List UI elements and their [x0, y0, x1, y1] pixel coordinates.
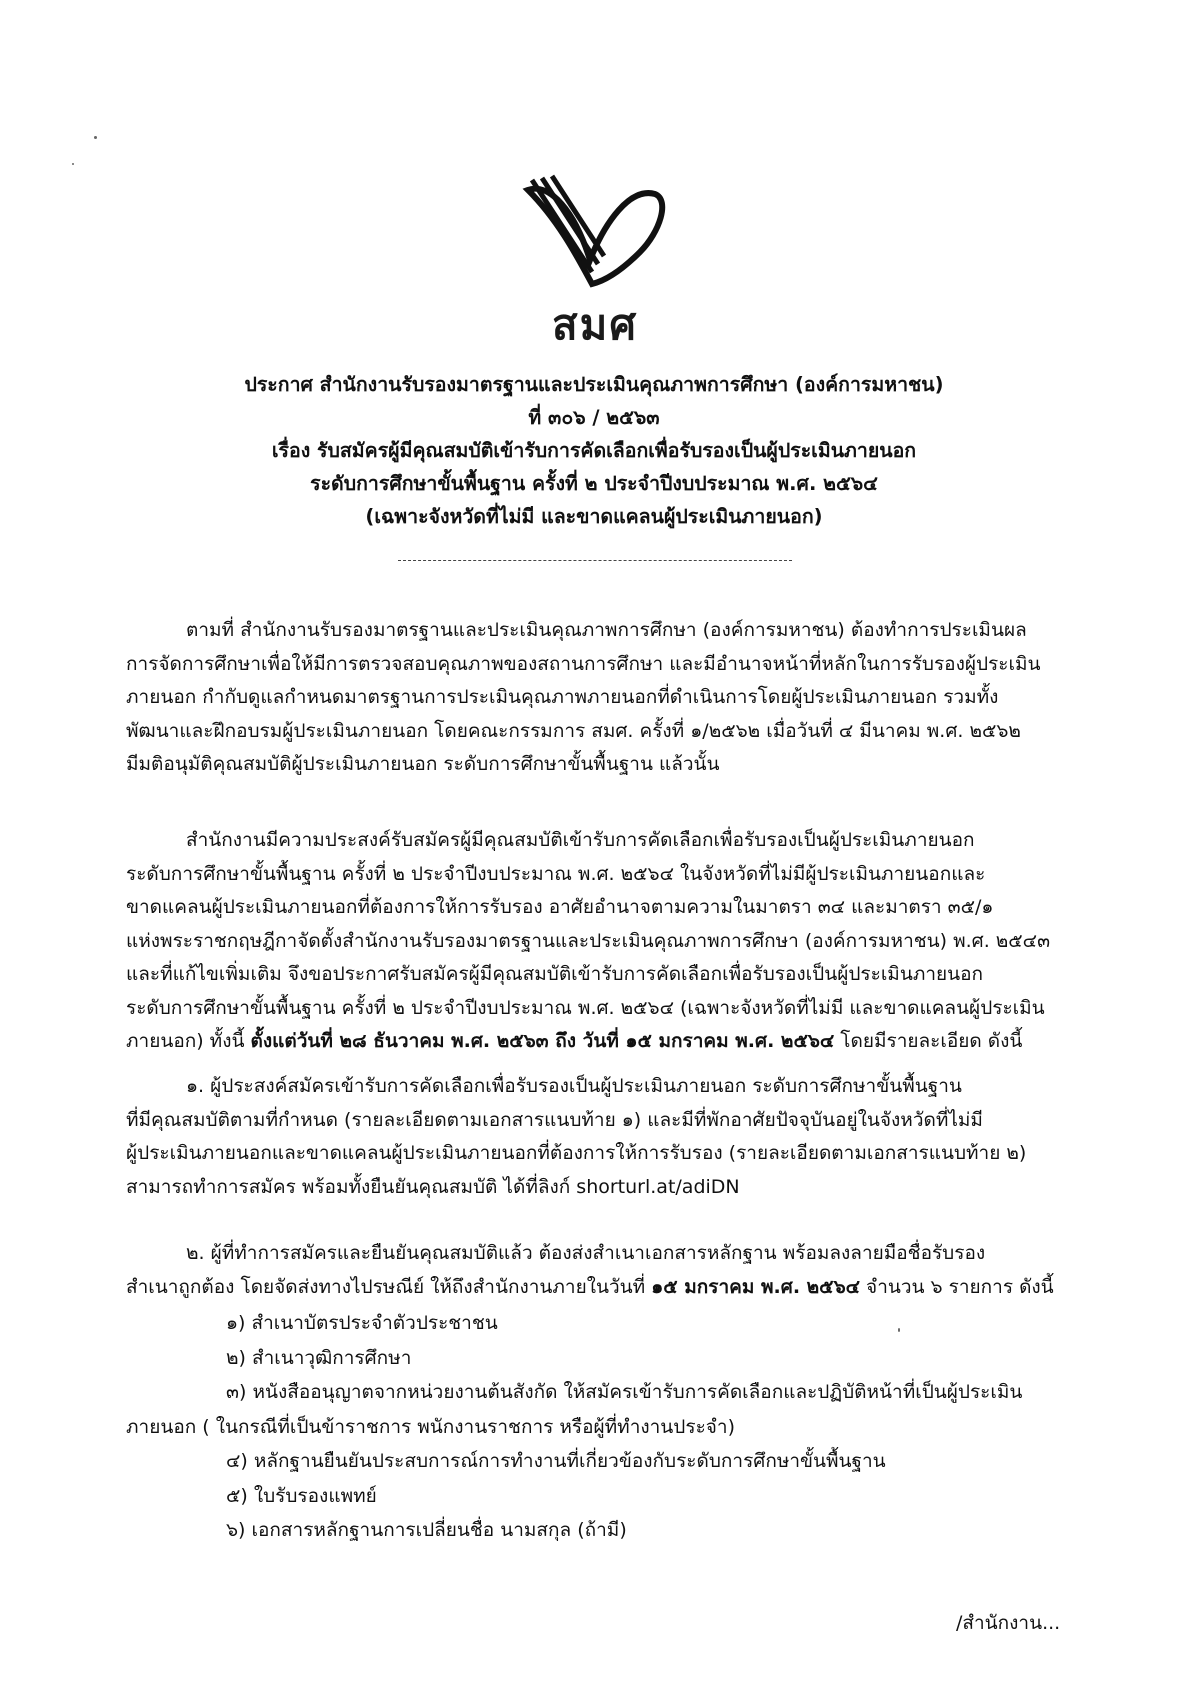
item-line: ผู้ประเมินภายนอกและขาดแคลนผู้ประเมินภายนอกที่ต้องการให้การรับรอง (รายละเอียดตามเอกสารแนบท้าย ๒)	[126, 1142, 1027, 1164]
header-title: ประกาศ สำนักงานรับรองมาตรฐานและประเมินคุณภาพการศึกษา (องค์การมหาชน)	[244, 373, 944, 396]
paragraph-line: มีมติอนุมัติคุณสมบัติผู้ประเมินภายนอก ระดับการศึกษาขั้นพื้นฐาน แล้วนั้น	[126, 753, 720, 775]
application-period: ตั้งแต่วันที่ ๒๘ ธันวาคม พ.ศ. ๒๕๖๓ ถึง วันที่ ๑๕ มกราคม พ.ศ. ๒๕๖๔	[250, 1030, 835, 1052]
deadline-date: ๑๕ มกราคม พ.ศ. ๒๕๖๔	[651, 1275, 861, 1298]
header-number: ที่ ๓๐๖ / ๒๕๖๓	[528, 406, 660, 429]
list-item-continuation: ภายนอก ( ในกรณีที่เป็นข้าราชการ พนักงานราชการ หรือผู้ที่ทำงานประจำ)	[126, 1415, 735, 1438]
item-line-link: สามารถทำการสมัคร พร้อมทั้งยืนยันคุณสมบัติ ได้ที่ลิงก์ shorturl.at/adiDN	[126, 1175, 740, 1198]
header-subject: เรื่อง รับสมัครผู้มีคุณสมบัติเข้ารับการคัดเลือกเพื่อรับรองเป็นผู้ประเมินภายนอก	[271, 439, 917, 462]
paragraph-line: พัฒนาและฝึกอบรมผู้ประเมินภายนอก โดยคณะกรรมการ สมศ. ครั้งที่ ๑/๒๕๖๒ เมื่อวันที่ ๔ มีนาคม พ.ศ. ๒๕๖๒	[126, 719, 1021, 742]
dates-prefix: ภายนอก) ทั้งนี้	[126, 1030, 251, 1052]
list-item: ๑) สำเนาบัตรประจำตัวประชาชน	[226, 1312, 498, 1334]
paragraph-line: ระดับการศึกษาขั้นพื้นฐาน ครั้งที่ ๒ ประจำปีงบประมาณ พ.ศ. ๒๕๖๔ ในจังหวัดที่ไม่มีผู้ประเมินภายนอกและ	[126, 862, 986, 885]
logo-text: สมศ	[552, 300, 638, 349]
paragraph-line: สำนักงานมีความประสงค์รับสมัครผู้มีคุณสมบัติเข้ารับการคัดเลือกเพื่อรับรองเป็นผู้ประเมินภายนอก	[186, 829, 975, 851]
item-line: ๑. ผู้ประสงค์สมัครเข้ารับการคัดเลือกเพื่อรับรองเป็นผู้ประเมินภายนอก ระดับการศึกษาขั้นพื้นฐาน	[186, 1075, 962, 1097]
onesqa-logo	[520, 172, 670, 352]
item-line: ที่มีคุณสมบัติตามที่กำหนด (รายละเอียดตามเอกสารแนบท้าย ๑) และมีที่พักอาศัยปัจจุบันอยู่ในจังหวัดที่ไม่มี	[126, 1108, 983, 1131]
paragraph-line: ระดับการศึกษาขั้นพื้นฐาน ครั้งที่ ๒ ประจำปีงบประมาณ พ.ศ. ๒๕๖๔ (เฉพาะจังหวัดที่ไม่มี และขาดแคลนผู้ประเมิน	[126, 996, 1045, 1019]
scan-speck	[94, 136, 97, 139]
paragraph-line: ตามที่ สำนักงานรับรองมาตรฐานและประเมินคุณภาพการศึกษา (องค์การมหาชน) ต้องทำการประเมินผล	[186, 619, 1027, 641]
scan-speck	[72, 163, 74, 165]
page-continuation: /สำนักงาน...	[956, 1612, 1061, 1634]
onesqa-logo-icon	[520, 172, 670, 292]
header-divider	[398, 560, 792, 561]
list-item: ๓) หนังสืออนุญาตจากหน่วยงานต้นสังกัด ให้สมัครเข้ารับการคัดเลือกและปฏิบัติหน้าที่เป็นผู้ประเมิน	[226, 1381, 1023, 1403]
required-documents-list	[126, 1306, 1076, 1548]
paragraph-line: การจัดการศึกษาเพื่อให้มีการตรวจสอบคุณภาพของสถานการศึกษา และมีอำนาจหน้าที่หลักในการรับรองผู้ประเมิน	[126, 652, 1041, 675]
list-item: ๖) เอกสารหลักฐานการเปลี่ยนชื่อ นามสกุล (ถ้ามี)	[226, 1519, 627, 1541]
deadline-prefix: สำเนาถูกต้อง โดยจัดส่งทางไปรษณีย์ ให้ถึงสำนักงานภายในวันที่	[126, 1275, 652, 1298]
paragraph-background	[126, 614, 1076, 782]
item-line: ๒. ผู้ที่ทำการสมัครและยืนยันคุณสมบัติแล้ว ต้องส่งสำเนาเอกสารหลักฐาน พร้อมลงลายมือชื่อรับรอง	[186, 1242, 986, 1264]
list-item: ๕) ใบรับรองแพทย์	[226, 1484, 377, 1507]
announcement-header	[120, 368, 1068, 533]
paragraph-line: แห่งพระราชกฤษฎีกาจัดตั้งสำนักงานรับรองมาตรฐานและประเมินคุณภาพการศึกษา (องค์การมหาชน) พ.ศ. ๒๕๔๓	[126, 929, 1051, 952]
deadline-suffix: จำนวน ๖ รายการ ดังนี้	[860, 1275, 1054, 1298]
paragraph-line: และที่แก้ไขเพิ่มเติม จึงขอประกาศรับสมัครผู้มีคุณสมบัติเข้ารับการคัดเลือกเพื่อรับรองเป็นผู้ประเมินภายนอก	[126, 963, 984, 985]
paragraph-line: ภายนอก กำกับดูแลกำหนดมาตรฐานการประเมินคุณภาพภายนอกที่ดำเนินการโดยผู้ประเมินภายนอก รวมทั้ง	[126, 686, 999, 708]
list-item: ๔) หลักฐานยืนยันประสบการณ์การทำงานที่เกี่ยวข้องกับระดับการศึกษาขั้นพื้นฐาน	[226, 1450, 886, 1472]
dates-suffix: โดยมีรายละเอียด ดังนี้	[834, 1030, 1023, 1052]
item-line-deadline	[126, 1271, 1076, 1305]
paragraph-line: ขาดแคลนผู้ประเมินภายนอกที่ต้องการให้การรับรอง อาศัยอำนาจตามความในมาตรา ๓๔ และมาตรา ๓๕/๑	[126, 896, 994, 918]
header-subject-level: ระดับการศึกษาขั้นพื้นฐาน ครั้งที่ ๒ ประจำปีงบประมาณ พ.ศ. ๒๕๖๔	[310, 472, 878, 495]
scan-speck	[898, 1328, 900, 1332]
paragraph-line-dates	[126, 1025, 1076, 1059]
list-item: ๒) สำเนาวุฒิการศึกษา	[226, 1346, 412, 1369]
header-subject-scope: (เฉพาะจังหวัดที่ไม่มี และขาดแคลนผู้ประเมินภายนอก)	[365, 505, 823, 528]
paragraph-announcement	[126, 824, 1076, 1059]
item-1	[126, 1070, 1076, 1204]
item-2	[126, 1237, 1076, 1304]
